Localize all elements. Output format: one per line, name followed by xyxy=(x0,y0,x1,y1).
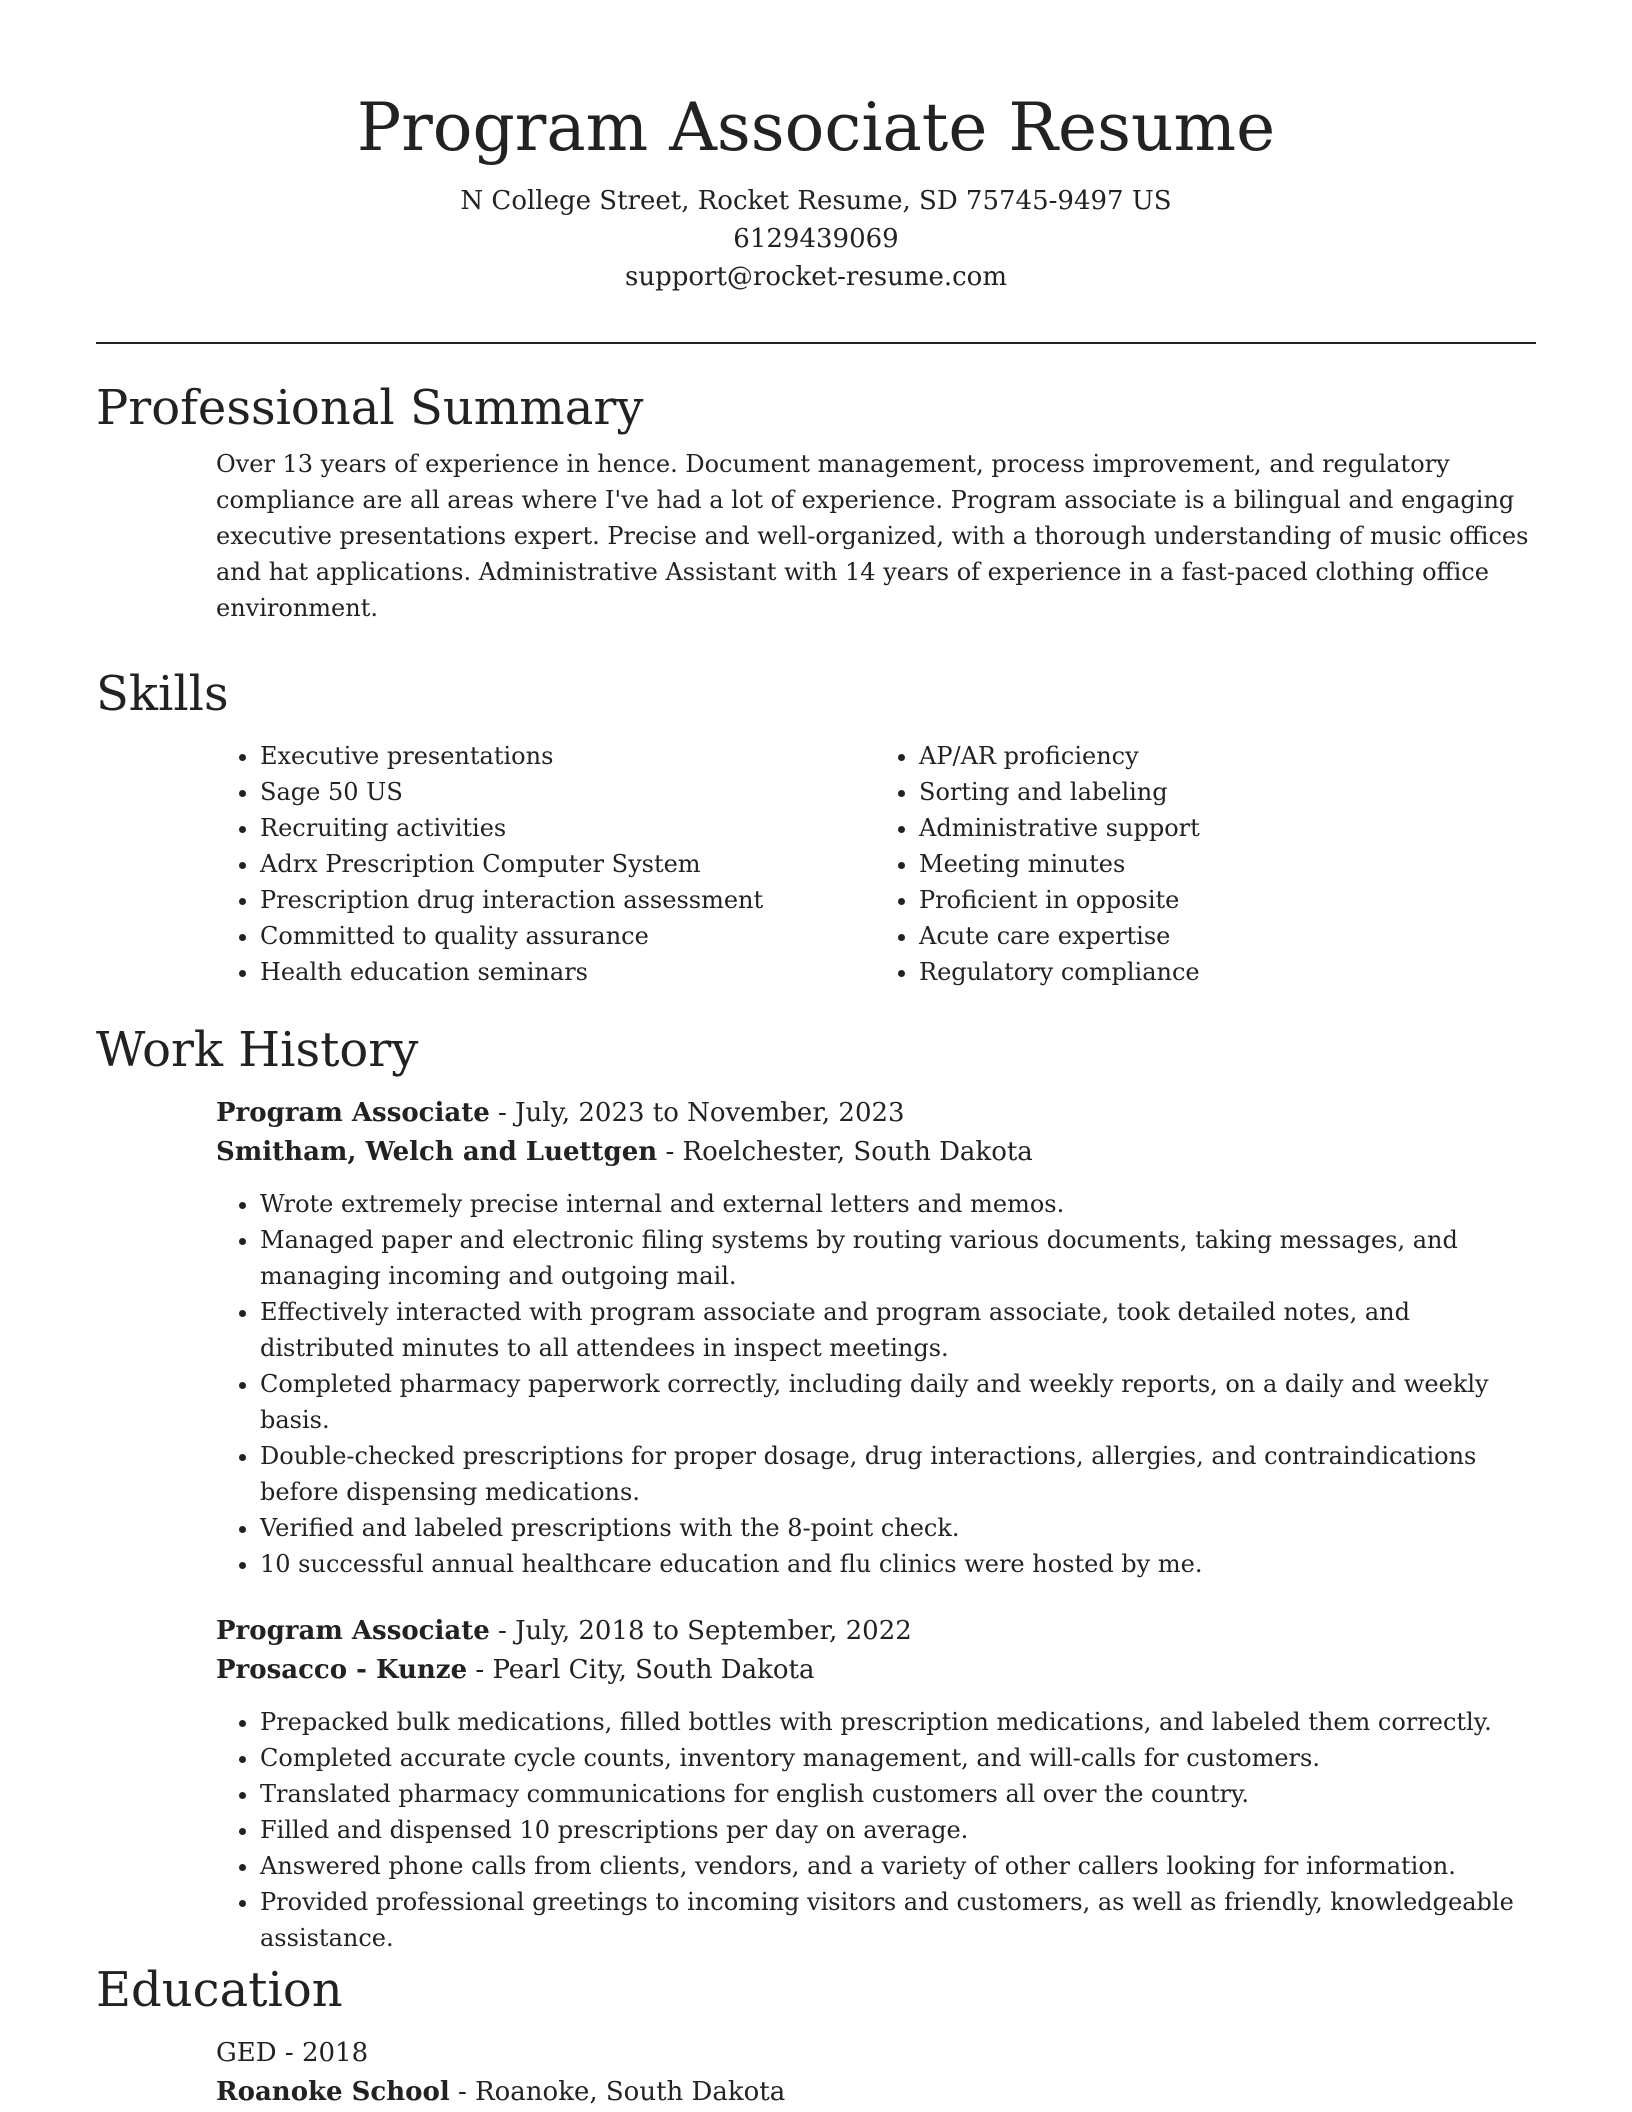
summary-body xyxy=(216,446,1534,626)
job-entry xyxy=(216,1612,1534,1956)
summary-section xyxy=(96,378,1536,626)
job-bullet: • Managed paper and electronic filing systems by routing various documents, taking messages, and managing incoming and outgoing mail. xyxy=(260,1222,1534,1294)
job-location: Pearl City, South Dakota xyxy=(492,1655,815,1685)
skills-body xyxy=(216,738,1534,990)
skill-item: • Adrx Prescription Computer System xyxy=(260,846,875,882)
skills-grid xyxy=(216,738,1534,990)
education-section xyxy=(96,1960,1536,2112)
job-bullet: • Filled and dispensed 10 prescriptions per day on average. xyxy=(260,1812,1534,1848)
skill-item: • Executive presentations xyxy=(260,738,875,774)
resume-title: Program Associate Resume xyxy=(356,89,1276,166)
job-bullet: • 10 successful annual healthcare education and flu clinics were hosted by me. xyxy=(260,1546,1534,1582)
work-heading: Work History xyxy=(96,1022,419,1078)
job-dates: July, 2018 to September, 2022 xyxy=(515,1616,912,1646)
header-divider xyxy=(96,342,1536,344)
job-bullet: • Verified and labeled prescriptions with the 8-point check. xyxy=(260,1510,1534,1546)
contact-phone: 6129439069 xyxy=(733,224,899,254)
education-location: Roanoke, South Dakota xyxy=(475,2077,786,2107)
job-bullet: • Wrote extremely precise internal and external letters and memos. xyxy=(260,1186,1534,1222)
job-bullets xyxy=(216,1186,1534,1582)
skill-item: • AP/AR proficiency xyxy=(919,738,1534,774)
education-body xyxy=(216,2034,1534,2112)
separator: - xyxy=(489,1616,516,1646)
skill-item: • Regulatory compliance xyxy=(919,954,1534,990)
skills-section xyxy=(96,664,1536,990)
work-section xyxy=(96,1020,1536,1956)
job-dates: July, 2023 to November, 2023 xyxy=(515,1098,905,1128)
job-title: Program Associate xyxy=(216,1098,490,1128)
education-year: 2018 xyxy=(301,2038,369,2068)
job-title-line xyxy=(216,1094,1534,1133)
job-bullet: • Translated pharmacy communications for english customers all over the country. xyxy=(260,1776,1534,1812)
skills-column-right xyxy=(875,738,1534,990)
skill-item: • Committed to quality assurance xyxy=(260,918,875,954)
job-company: Prosacco - Kunze xyxy=(216,1655,468,1685)
work-body xyxy=(216,1094,1534,1956)
education-school: Roanoke School xyxy=(216,2077,450,2107)
summary-heading: Professional Summary xyxy=(96,380,644,436)
resume-header xyxy=(0,0,1632,296)
skill-item: • Sorting and labeling xyxy=(919,774,1534,810)
skill-item: • Acute care expertise xyxy=(919,918,1534,954)
separator: - xyxy=(657,1137,683,1167)
job-bullet: • Answered phone calls from clients, vendors, and a variety of other callers looking for information. xyxy=(260,1848,1534,1884)
job-title-line xyxy=(216,1612,1534,1651)
job-company-line xyxy=(216,1133,1534,1172)
skills-column-left xyxy=(216,738,875,990)
job-title: Program Associate xyxy=(216,1616,490,1646)
education-heading: Education xyxy=(96,1962,343,2018)
education-degree-line xyxy=(216,2034,1534,2073)
job-bullet: • Double-checked prescriptions for proper dosage, drug interactions, allergies, and contraindications before dispensing medications. xyxy=(260,1438,1534,1510)
skill-item: • Recruiting activities xyxy=(260,810,875,846)
education-school-line xyxy=(216,2073,1534,2112)
skill-item: • Administrative support xyxy=(919,810,1534,846)
skill-item: • Sage 50 US xyxy=(260,774,875,810)
separator: - xyxy=(489,1098,516,1128)
contact-block xyxy=(0,182,1632,296)
job-company: Smitham, Welch and Luettgen xyxy=(216,1137,658,1167)
skill-item: • Proficient in opposite xyxy=(919,882,1534,918)
job-bullets xyxy=(216,1704,1534,1956)
summary-text: Over 13 years of experience in hence. Document management, process improvement, and regulatory compliance are all areas where I've had a lot of experience. Program associate is a bilingual and engaging executive presentations expert. Precise and well-organized, with a thorough understanding of music offices and hat applications. Administrative Assistant with 14 years of experience in a fast-paced clothing office environment. xyxy=(216,450,1529,622)
job-bullet: • Completed accurate cycle counts, inventory management, and will-calls for customers. xyxy=(260,1740,1534,1776)
job-company-line xyxy=(216,1651,1534,1690)
job-location: Roelchester, South Dakota xyxy=(682,1137,1033,1167)
job-bullet: • Prepacked bulk medications, filled bottles with prescription medications, and labeled them correctly. xyxy=(260,1704,1534,1740)
skill-item: • Prescription drug interaction assessment xyxy=(260,882,875,918)
separator: - xyxy=(276,2038,302,2068)
separator: - xyxy=(449,2077,476,2107)
job-entry xyxy=(216,1094,1534,1582)
skill-item: • Meeting minutes xyxy=(919,846,1534,882)
contact-email: support@rocket-resume.com xyxy=(624,262,1007,292)
job-bullet: • Provided professional greetings to incoming visitors and customers, as well as friendly, knowledgeable assistance. xyxy=(260,1884,1534,1956)
job-bullet: • Completed pharmacy paperwork correctly, including daily and weekly reports, on a daily and weekly basis. xyxy=(260,1366,1534,1438)
education-degree: GED xyxy=(216,2038,277,2068)
skills-heading: Skills xyxy=(96,666,229,722)
contact-address: N College Street, Rocket Resume, SD 75745-9497 US xyxy=(460,186,1172,216)
job-bullet: • Effectively interacted with program associate and program associate, took detailed notes, and distributed minutes to all attendees in inspect meetings. xyxy=(260,1294,1534,1366)
separator: - xyxy=(467,1655,493,1685)
skill-item: • Health education seminars xyxy=(260,954,875,990)
